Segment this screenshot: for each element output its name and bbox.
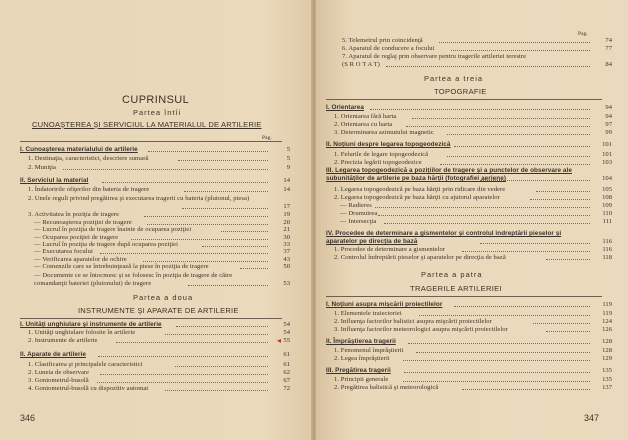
toc-page-number: 97: [605, 121, 612, 128]
toc-page-number: 43: [283, 256, 290, 263]
toc-entry-text: III. Legarea topogeodezică a poziţiilor de tragere şi a punctelor de observare ale subunităţilor de artilerie pe baza hărţii (fotografiei aeriene): [326, 167, 572, 182]
toc-leader-dots: [100, 374, 268, 375]
toc-entry-text: 7. Aparatul de reglaj prin observare pentru tragerile artileriei terestre: [342, 53, 527, 60]
toc-leader-dots: [462, 389, 590, 390]
toc-entry-text: 2. Luneta de observare: [28, 369, 90, 376]
toc-page-number: 67: [283, 377, 290, 384]
toc-page-number: 119: [602, 310, 612, 317]
toc-entry-text: 3. Influenţa factorilor meteorologici asupra mişcării proiectilelor: [334, 326, 508, 333]
toc-leader-dots: [447, 134, 591, 135]
toc-leader-dots: [403, 360, 590, 361]
toc-entry-text: 1. Principii generale: [334, 376, 389, 383]
toc-entry-text: — Radieres: [340, 202, 372, 209]
toc-entry-text: 2. Muniţia: [28, 164, 56, 171]
toc-page-number: 94: [605, 113, 612, 120]
toc-leader-dots: [440, 164, 590, 165]
toc-entry-text: 1. Elementele traiectoriei: [334, 310, 402, 317]
toc-entry-text: 6. Aparatul de conducere a focului: [342, 45, 435, 52]
toc-entry-text: — Lucrul în poziţia de tragere după ocuparea poziţiei: [34, 241, 178, 248]
toc-entry-text: 2. Instrumente de artilerie: [28, 337, 98, 344]
toc-entry-text: 1. Fenomenul împrăştierii: [334, 347, 404, 354]
toc-page-number: 94: [605, 104, 612, 111]
toc-page-number: 62: [283, 369, 290, 376]
toc-leader-dots: [546, 331, 590, 332]
toc-leader-dots: [480, 243, 590, 244]
toc-entry-text: 2. Orientarea cu harta: [334, 121, 393, 128]
toc-page-number: 128: [602, 347, 612, 354]
toc-entry-text: 2. Unele reguli privind pregătirea şi executarea tragerii cu bateria (plutonul, piesa): [28, 195, 250, 202]
toc-entry-text: I. Unităţi unghiulare şi instrumente de artilerie: [20, 321, 162, 328]
toc-entry-text: 1. Procedee de determinare a gismentelor: [334, 246, 446, 253]
toc-leader-dots: [533, 323, 590, 324]
toc-leader-dots: [384, 223, 590, 224]
toc-entry-text: — Lucrul în poziţia de tragere înainte de ocuparea poziţiei: [34, 226, 192, 233]
toc-entry-text: 3. Activitatea în poziţia de tragere: [28, 211, 120, 218]
toc-page-number: 20: [283, 219, 290, 226]
toc-leader-dots: [98, 356, 268, 357]
part4-rule: [326, 296, 602, 297]
toc-leader-dots: [148, 151, 268, 152]
toc-title: CUPRINSUL: [122, 94, 190, 106]
part2-title: INSTRUMENTE ŞI APARATE DE ARTILERIE: [78, 306, 239, 315]
toc-leader-dots: [97, 382, 268, 383]
part2-heading: Partea a doua: [133, 293, 194, 302]
toc-page-number: 101: [602, 141, 612, 148]
toc-leader-dots: [536, 191, 590, 192]
toc-entry-text: II. Aparate de artilerie: [20, 351, 86, 358]
toc-leader-dots: [165, 390, 268, 391]
toc-page-number: 118: [602, 254, 612, 261]
toc-page-number: 14: [283, 186, 290, 193]
toc-leader-dots: [480, 180, 590, 181]
toc-entry-text: — Recunoaşterea poziţiei de tragere: [34, 219, 132, 226]
toc-leader-dots: [184, 191, 268, 192]
toc-leader-dots: [546, 259, 590, 260]
toc-entry-text: 1. Destinaţia, caracteristici, descriere sumară: [28, 155, 149, 162]
toc-page-number: 74: [605, 37, 612, 44]
toc-page-number: 126: [602, 326, 612, 333]
toc-page-number: 99: [605, 129, 612, 136]
toc-leader-dots: [147, 224, 269, 225]
toc-leader-dots: [386, 66, 590, 67]
toc-leader-dots: [462, 251, 590, 252]
toc-leader-dots: [419, 315, 590, 316]
toc-leader-dots: [131, 239, 268, 240]
toc-page-number: 103: [602, 159, 612, 166]
toc-page-number: 105: [602, 186, 612, 193]
toc-leader-dots: [439, 42, 590, 43]
page-number-right: 347: [584, 413, 600, 423]
toc-leader-dots: [143, 261, 268, 262]
toc-leader-dots: [370, 109, 590, 110]
toc-entry-text: I. Noţiuni asupra mişcării proiectilelor: [326, 301, 443, 308]
toc-entry-text: 3. Goniometrul-busolă: [28, 377, 89, 384]
toc-entry-text: 1. Îndatoririle ofiţerilor din bateria de tragere: [28, 186, 150, 193]
toc-page-number: 21: [283, 226, 290, 233]
toc-leader-dots: [408, 343, 591, 344]
toc-page-number: 84: [605, 61, 612, 68]
toc-page-number: 128: [602, 338, 612, 345]
toc-page-number: 30: [283, 234, 290, 241]
toc-page-number: 33: [283, 241, 290, 248]
toc-page-number: 104: [602, 175, 612, 182]
toc-entry-text: 2. Precizia legării topogeodezice: [334, 159, 422, 166]
part2-rule: [20, 318, 282, 319]
toc-leader-dots: [176, 326, 268, 327]
toc-page-number: 119: [602, 301, 612, 308]
toc-leader-dots: [63, 169, 268, 170]
toc-entry-text: 4. Goniometrul-busolă cu dispozitiv automat: [28, 385, 149, 392]
toc-page-number: 101: [602, 151, 612, 158]
right-page: [316, 0, 628, 440]
toc-entry-text: II. Serviciul la material: [20, 177, 89, 184]
toc-entry-text: — Executarea focului: [34, 248, 93, 255]
toc-entry-text: — Drumuirea: [340, 210, 378, 217]
toc-leader-dots: [102, 182, 269, 183]
toc-entry-text: 2. Pregătirea balistică şi meteorologică: [334, 384, 439, 391]
toc-entry-text: (S R O T A T): [342, 61, 380, 68]
toc-page-number: 17: [283, 203, 290, 210]
toc-page-number: 109: [602, 202, 612, 209]
toc-entry-text: II. Noţiuni despre legarea topogeodezică: [326, 141, 451, 148]
left-page: [0, 0, 312, 440]
toc-page-number: 54: [283, 329, 290, 336]
toc-page-number: 108: [602, 194, 612, 201]
toc-entry-text: — Ocuparea poziţiei de tragere: [34, 234, 119, 241]
toc-entry-text: 2. Influenţa factorilor balistici asupra mişcării proiectilelor: [334, 318, 492, 325]
toc-entry-text: — Documente ce se întocmesc şi se folosesc în poziţia de tragere de către comandanţii bateriei (plutonului) de tragere: [34, 272, 233, 287]
toc-page-number: 116: [602, 238, 612, 245]
toc-leader-dots: [375, 207, 590, 208]
toc-entry-text: IV. Procedee de determinare a gismentelor şi controlul îndreptării pieselor şi aparatelor pe direcţia de bază: [326, 230, 562, 245]
toc-leader-dots: [178, 160, 268, 161]
toc-page-number: 116: [602, 246, 612, 253]
toc-page-number: 61: [283, 361, 290, 368]
margin-arrow-mark: ◂: [277, 336, 282, 345]
toc-entry-text: 1. Orientarea fără harta: [334, 113, 397, 120]
toc-page-number: 5: [286, 155, 290, 162]
toc-leader-dots: [530, 199, 590, 200]
toc-leader-dots: [416, 352, 591, 353]
toc-page-number: 72: [283, 385, 290, 392]
toc-leader-dots: [182, 208, 268, 209]
toc-leader-dots: [144, 216, 268, 217]
page-number-left: 346: [20, 413, 36, 423]
toc-page-number: 135: [602, 376, 612, 383]
toc-leader-dots: [454, 306, 590, 307]
toc-page-number: 37: [283, 248, 290, 255]
toc-leader-dots: [451, 50, 590, 51]
toc-page-number: 61: [283, 351, 290, 358]
part4-title: TRAGERILE ARTILERIEI: [410, 284, 502, 293]
toc-page-number: 129: [602, 355, 612, 362]
header-rule-left: [20, 141, 282, 142]
toc-entry-text: 2. Legea împrăştierii: [334, 355, 390, 362]
toc-leader-dots: [202, 246, 268, 247]
toc-page-number: 77: [605, 45, 612, 52]
toc-page-number: 9: [286, 164, 290, 171]
toc-entry-text: — Comenzile care se întrebuinţează la piese în poziţia de tragere: [34, 263, 209, 270]
toc-leader-dots: [240, 268, 269, 269]
toc-leader-dots: [100, 253, 268, 254]
toc-leader-dots: [116, 342, 268, 343]
toc-page-number: 137: [602, 384, 612, 391]
toc-page-number: 14: [283, 177, 290, 184]
toc-entry-text: — Intersecţia: [340, 218, 377, 225]
toc-leader-dots: [378, 215, 590, 216]
toc-entry-text: 2. Legarea topogeodezică pe baza hărţii cu ajutorul aparatelor: [334, 194, 500, 201]
toc-entry-text: III. Pregătirea tragerii: [326, 367, 391, 374]
toc-leader-dots: [454, 146, 590, 147]
part3-title: TOPOGRAFIE: [434, 87, 487, 96]
toc-leader-dots: [188, 285, 268, 286]
toc-entry-text: 1. Legarea topogeodezică pe baza hărţii prin ridicare din vedere: [334, 186, 506, 193]
part3-rule: [326, 99, 602, 100]
toc-leader-dots: [404, 372, 590, 373]
toc-page-number: 124: [602, 318, 612, 325]
toc-page-number: 50: [283, 263, 290, 270]
toc-entry-text: II. Împrăştierea tragerii: [326, 338, 396, 345]
toc-leader-dots: [175, 366, 268, 367]
toc-entry-text: I. Orientarea: [326, 104, 364, 111]
part3-heading: Partea a treia: [424, 74, 484, 83]
toc-page-number: 54: [283, 321, 290, 328]
toc-page-number: 135: [602, 367, 612, 374]
toc-entry-text: 2. Controlul îndreptării pieselor şi aparatelor pe direcţia de bază: [334, 254, 506, 261]
toc-entry-text: 1. Unităţi unghiulare folosite în artilerie: [28, 329, 136, 336]
toc-leader-dots: [221, 231, 268, 232]
toc-page-number: 111: [602, 218, 612, 225]
toc-leader-dots: [403, 381, 590, 382]
pag-label-left: Pag.: [262, 135, 272, 141]
toc-entry-text: 1. Clasificarea şi principalele caracteristici: [28, 361, 143, 368]
toc-entry-text: 5. Telemetrul prin coincidenţă: [342, 37, 423, 44]
part4-heading: Partea a patra: [421, 270, 483, 279]
toc-entry-text: I. Cunoaşterea materialului de artilerie: [20, 146, 138, 153]
toc-page-number: 53: [283, 280, 290, 287]
toc-page-number: 110: [602, 210, 612, 217]
toc-leader-dots: [165, 334, 268, 335]
toc-entry-text: — Verificarea aparatelor de ochire: [34, 256, 127, 263]
toc-page-number: 19: [283, 211, 290, 218]
part1-title: CUNOAŞTEREA ŞI SERVICIUL LA MATERIALUL DE ARTILERIE: [32, 120, 262, 129]
toc-entry-text: 1. Felurile de legare topogeodezică: [334, 151, 429, 158]
toc-leader-dots: [412, 118, 590, 119]
toc-page-number: 55: [283, 337, 290, 344]
toc-page-number: 5: [286, 146, 290, 153]
pag-label-right: Pag.: [578, 31, 588, 37]
toc-leader-dots: [406, 126, 590, 127]
toc-leader-dots: [447, 156, 591, 157]
toc-entry-text: 3. Determinarea azimutului magnetic: [334, 129, 434, 136]
part1-heading: Partea întîi: [133, 108, 182, 117]
